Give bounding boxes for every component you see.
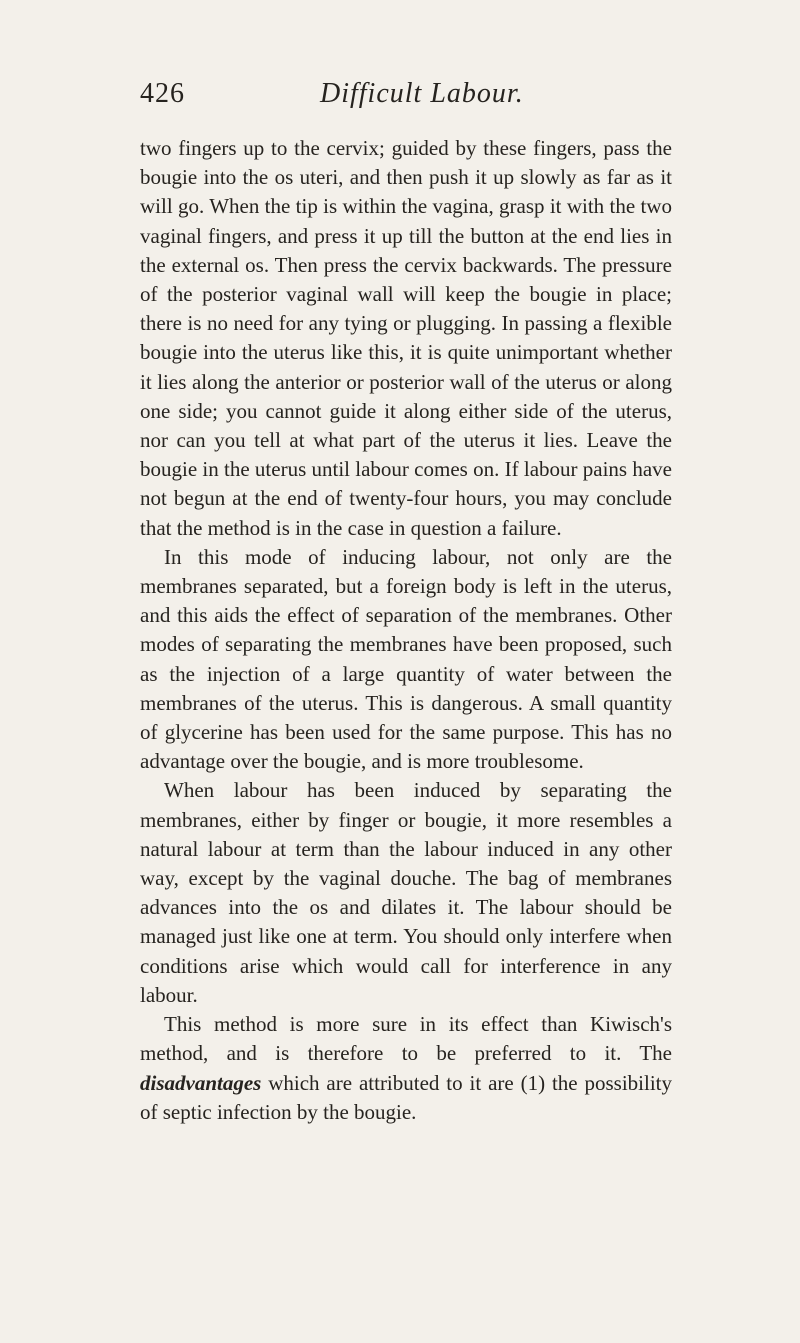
- page-number: 426: [140, 78, 185, 109]
- paragraph: [140, 1010, 672, 1127]
- paragraph-text: This method is more sure in its effect than Kiwisch's method, and is therefore to be preferred to it. The: [140, 1012, 672, 1066]
- paragraph: When labour has been induced by separating the membranes, either by finger or bougie, it more resembles a natural labour at term than the labour induced in any other way, except by the vaginal douche. The bag of membranes advances into the os and dilates it. The labour should be managed just like one at term. You should only interfere when conditions arise which would call for interference in any labour.: [140, 778, 672, 1007]
- paragraph-text: which are attributed to it are (1) the possibility of septic infection by the bougie.: [140, 1070, 673, 1124]
- page-header: [140, 78, 800, 118]
- emphasized-word: disadvantages: [140, 1070, 262, 1095]
- body-text: [140, 134, 672, 1127]
- paragraph: two fingers up to the cervix; guided by these fingers, pass the bougie into the os uteri, and then push it up slowly as far as it will go. When the tip is within the vagina, grasp it with the two vaginal fingers, and press it up till the button at the end lies in the external os. Then press the cervix backwards. The pressure of the posterior vaginal wall will keep the bougie in place; there is no need for any tying or plugging. In passing a flexible bougie into the uterus like this, it is quite unimportant whether it lies along the anterior or posterior wall of the uterus or along one side; you cannot guide it along either side of the uterus, nor can you tell at what part of the uterus it lies. Leave the bougie in the uterus until labour comes on. If labour pains have not begun at the end of twenty-four hours, you may conclude that the method is in the case in question a failure.: [140, 136, 672, 540]
- paragraph: In this mode of inducing labour, not only are the membranes separated, but a foreign body is left in the uterus, and this aids the effect of separation of the membranes. Other modes of separating the membranes have been proposed, such as the injection of a large quantity of water between the membranes of the uterus. This is dangerous. A small quantity of glycerine has been used for the same purpose. This has no advantage over the bougie, and is more troublesome.: [140, 544, 672, 774]
- running-title: Difficult Labour.: [320, 78, 524, 109]
